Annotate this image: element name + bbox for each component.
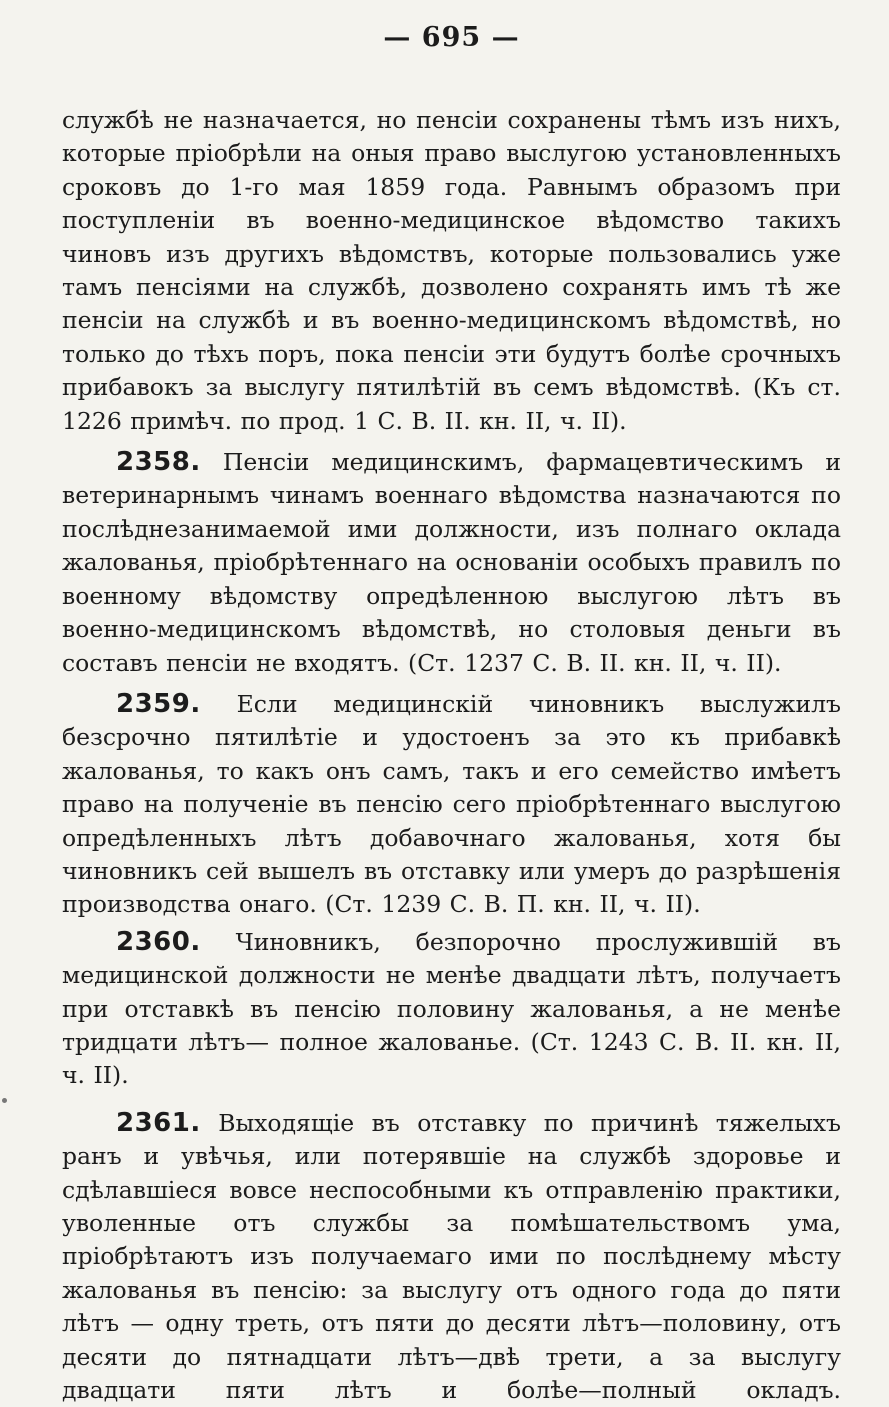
article-2361 [62, 1107, 841, 1407]
article-number: 2360. [116, 926, 201, 957]
article-text: Если медицинскій чиновникъ выслужилъ безсрочно пятилѣтіе и удостоенъ за это къ прибавкѣ жалованья, то какъ онъ самъ, такъ и его семейство имѣетъ право на полученіе въ пенсію сего пріобрѣтеннаго выслугою опредѣленныхъ лѣтъ добавочнаго жалованья, хотя бы чиновникъ сей вышелъ въ отставку или умеръ до разрѣшенія производства онаго. (Ст. 1239 С. В. П. кн. II, ч. II). [62, 689, 841, 919]
paragraph-text: службѣ не назначается, но пенсіи сохранены тѣмъ изъ нихъ, которые пріобрѣли на оныя право выслугою установленныхъ сроковъ до 1-го мая 1859 года. Равнымъ образомъ при поступленіи въ военно-медицинское вѣдомство такихъ чиновъ изъ другихъ вѣдомствъ, которые пользовались уже тамъ пенсіями на службѣ, дозволено сохранять имъ тѣ же пенсіи на службѣ и въ военно-медицинскомъ вѣдомствѣ, но только до тѣхъ поръ, пока пенсіи эти будутъ болѣе срочныхъ прибавокъ за выслугу пятилѣтій въ семъ вѣдомствѣ. (Къ ст. 1226 примѣч. по прод. 1 С. В. II. кн. II, ч. II). [62, 106, 841, 435]
article-number: 2359. [116, 688, 201, 719]
article-number: 2358. [116, 447, 201, 478]
paragraph-continuation [62, 104, 841, 438]
article-text: Пенсіи медицинскимъ, фармацевтическимъ и ветеринарнымъ чинамъ военнаго вѣдомства назначаются по послѣднезанимаемой ими должности, изъ полнаго оклада жалованья, пріобрѣтеннаго на основаніи особыхъ правилъ по военному вѣдомству опредѣленною выслугою лѣтъ въ военно-медицинскомъ вѣдомствѣ, но столовыя деньги въ составъ пенсіи не входятъ. (Ст. 1237 С. В. II. кн. II, ч. II). [62, 448, 841, 677]
print-speck [2, 1098, 7, 1103]
article-number: 2361. [116, 1107, 201, 1138]
article-text: Чиновникъ, безпорочно прослужившій въ медицинской должности не менѣе двадцати лѣтъ, получаетъ при отставкѣ въ пенсію половину жалованья, а не менѣе тридцати лѣтъ— полное жалованье. (Ст. 1243 С. В. II. кн. II, ч. II). [62, 927, 841, 1090]
article-2358 [62, 446, 841, 680]
article-2360 [62, 926, 841, 1093]
article-2359 [62, 688, 841, 922]
article-text: Выходящіе въ отставку по причинѣ тяжелыхъ ранъ и увѣчья, или потерявшіе на службѣ здоровье и сдѣлавшіеся вовсе неспособными къ отправленію практики, уволенные отъ службы за помѣшательствомъ ума, пріобрѣтаютъ изъ получаемаго ими по послѣднему мѣсту жалованья въ пенсію: за выслугу отъ одного года до пяти лѣтъ — одну треть, отъ пяти до десяти лѣтъ—половину, отъ десяти до пятнадцати лѣтъ—двѣ трети, а за выслугу двадцати пяти лѣтъ и болѣе—полный окладъ. [62, 1108, 841, 1405]
page-number: — 695 — [383, 22, 520, 53]
